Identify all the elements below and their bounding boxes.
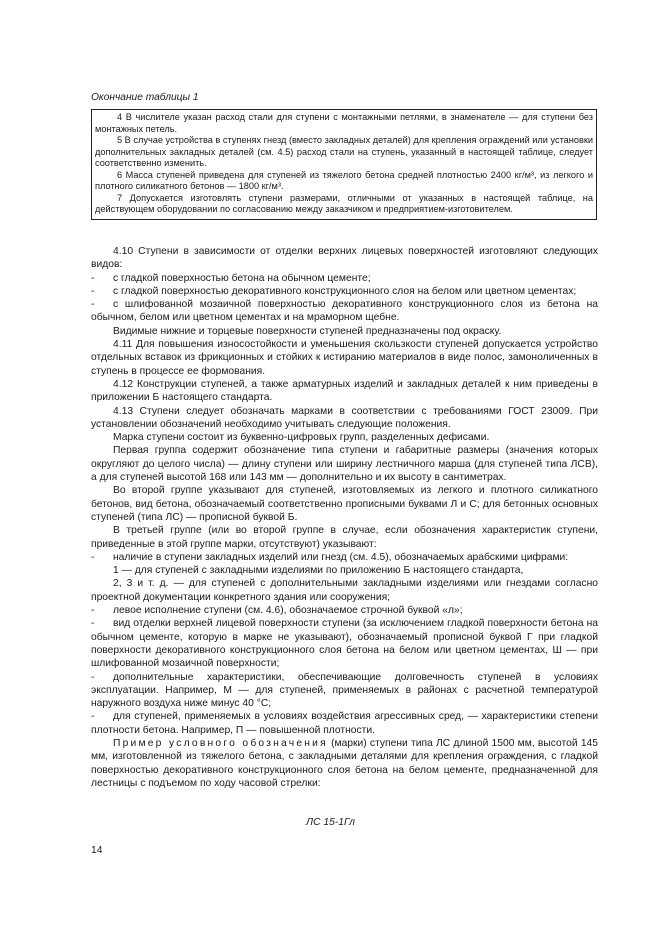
paragraph-4-11: 4.11 Для повышения износостойкости и уменьшения скользкости ступеней допускается устройство отдельных вставок из фрикционных и стойких к истиранию материалов в виде полос, замоноличенных в ступень в процессе ее формования. xyxy=(91,339,598,377)
note-4: 4 В числителе указан расход стали для ступени с монтажными петлями, в знаменателе — для ступени без монтажных петель. xyxy=(95,112,593,134)
note-6: 6 Масса ступеней приведена для ступеней из тяжелого бетона средней плотностью 2400 кг/м³, из легкого и плотного силикатного бетонов — 1800 кг/м³. xyxy=(95,169,593,191)
list-item-finish-type: - вид отделки верхней лицевой поверхности ступени (за исключением гладкой поверхности бетона на обычном цементе, которую в марке не указывают), обозначаемый прописной буквой Г при гладкой поверхности декоративного конструкционного слоя бетона на белом или цветном цементах, Ш — при шлифованной мозаичной поверхности; xyxy=(91,618,598,670)
paragraph-4-10: 4.10 Ступени в зависимости от отделки верхних лицевых поверхностей изготовляют следующих видов: xyxy=(91,246,598,271)
paragraph-second-group: Во второй группе указывают для ступеней, изготовляемых из легкого и плотного силикатного бетонов, вид бетона, обозначаемый соответственно прописными буквами Л и С; для бетонных основных ступеней (типа ЛС) — прописной буквой Б. xyxy=(91,485,598,523)
note-7: 7 Допускается изготовлять ступени размерами, отличными от указанных в настоящей таблице, на действующем оборудовании по согласованию между заказчиком и предприятием-изготовителем. xyxy=(95,192,593,214)
list-item-aggressive-env: - для ступеней, применяемых в условиях воздействия агрессивных сред, — характеристики степени плотности бетона. Например, П — повышенной плотности. xyxy=(91,711,598,736)
paragraph-code-1: 1 — для ступеней с закладными изделиями по приложению Б настоящего стандарта, xyxy=(113,565,524,577)
list-item-durability: - дополнительные характеристики, обеспечивающие долговечность ступеней в условиях эксплуатации. Например, М — для ступеней, применяемых в районах с расчетной температурой наружного воздуха ниже минус 40 °С; xyxy=(91,671,598,710)
paragraph-4-13: 4.13 Ступени следует обозначать марками в соответствии с требованиями ГОСТ 23009. При установлении обозначений необходимо учитывать следующие положения. xyxy=(91,405,598,430)
paragraph-mark-structure: Марка ступени состоит из буквенно-цифровых групп, разделенных дефисами. xyxy=(113,432,490,444)
paragraph-example: Пример условного обозначения (марки) ступени типа ЛС длиной 1500 мм, высотой 145 мм, изготовленной из тяжелого бетона, с закладными деталями для крепления ограждения, с гладкой поверхностью декоративного конструкционного слоя бетона на белом цементе, предназначенной для лестницы с подъемом по ходу часовой стрелки: xyxy=(91,737,598,789)
document-body xyxy=(91,245,598,790)
paragraph-code-2-3: 2, 3 и т. д. — для ступеней с дополнительными закладными изделиями или гнездами согласно проектной документации конкретного здания или сооружения; xyxy=(91,578,598,603)
table-continuation-caption: Окончание таблицы 1 xyxy=(91,92,199,103)
note-5: 5 В случае устройства в ступенях гнезд (вместо закладных деталей) для крепления ограждений или установки дополнительных закладных деталей (см. 4.5) расход стали на ступень, указанный в настоящей таблице, следует соответственно изменить. xyxy=(95,135,593,168)
example-designation: ЛС 15-1Гл xyxy=(306,817,355,828)
list-item-embedded-parts: - наличие в ступени закладных изделий или гнезд (см. 4.5), обозначаемых арабскими цифрами: xyxy=(91,551,569,563)
list-item-mosaic-surface: - с шлифованной мозаичной поверхностью декоративного конструкционного слоя из бетона на обычном, белом или цветном цементах и на мраморном щебне. xyxy=(91,299,598,324)
paragraph-visible-surfaces: Видимые нижние и торцевые поверхности ступеней предназначены под окраску. xyxy=(113,325,502,337)
page-number: 14 xyxy=(91,845,103,856)
list-item-decorative-layer: - с гладкой поверхностью декоративного конструкционного слоя на белом или цветном цементах; xyxy=(91,285,577,297)
list-item-smooth-concrete: - с гладкой поверхностью бетона на обычном цементе; xyxy=(91,272,371,284)
paragraph-4-12: 4.12 Конструкции ступеней, а также арматурных изделий и закладных деталей к ним приведены в приложении Б настоящего стандарта. xyxy=(91,378,598,404)
table-notes-box xyxy=(91,109,597,220)
example-label: Пример условного обозначения xyxy=(113,737,328,749)
paragraph-first-group: Первая группа содержит обозначение типа ступени и габаритные размеры (значения которых округляют до целого числа) — длину ступени или ширину лестничного марша (для ступеней типа ЛСВ), а для ступеней высотой 168 или 143 мм — дополнительно и их высоту в сантиметрах. xyxy=(91,445,598,484)
list-item-left-version: - левое исполнение ступени (см. 4.6), обозначаемое строчной буквой «л»; xyxy=(91,605,463,617)
paragraph-third-group: В третьей группе (или во второй группе в случае, если обозначения характеристик ступени, приведенные в этой группе марки, отсутствуют) указывают: xyxy=(91,525,598,550)
